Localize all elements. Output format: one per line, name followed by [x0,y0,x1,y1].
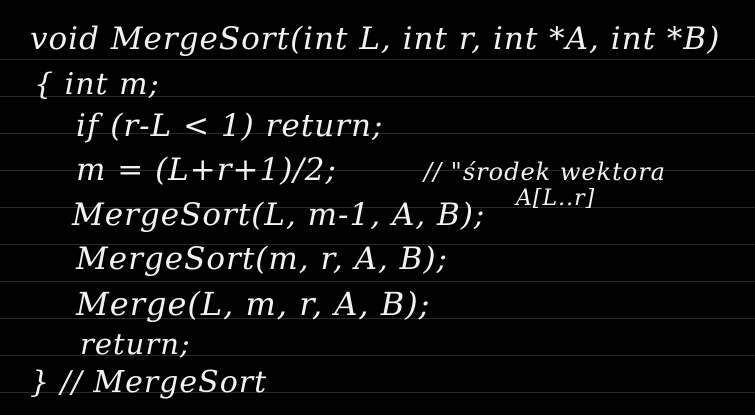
recursive-call-right: MergeSort(m, r, A, B); [76,241,449,277]
recursive-call-left: MergeSort(L, m-1, A, B); [72,197,486,233]
ruled-line [0,59,755,60]
function-signature: void MergeSort(int L, int r, int *A, int *B) [30,21,721,57]
closing-brace-comment: } // MergeSort [30,365,268,400]
base-case-statement: if (r-L < 1) return; [76,108,384,144]
merge-call: Merge(L, m, r, A, B); [76,285,431,323]
midpoint-comment: // "środek wektora [424,158,666,186]
midpoint-comment-range: A[L..r] [516,186,596,211]
ruled-line [0,281,755,282]
return-statement: return; [80,327,191,361]
midpoint-statement: m = (L+r+1)/2; [76,152,337,188]
variable-declaration: { int m; [34,67,160,102]
